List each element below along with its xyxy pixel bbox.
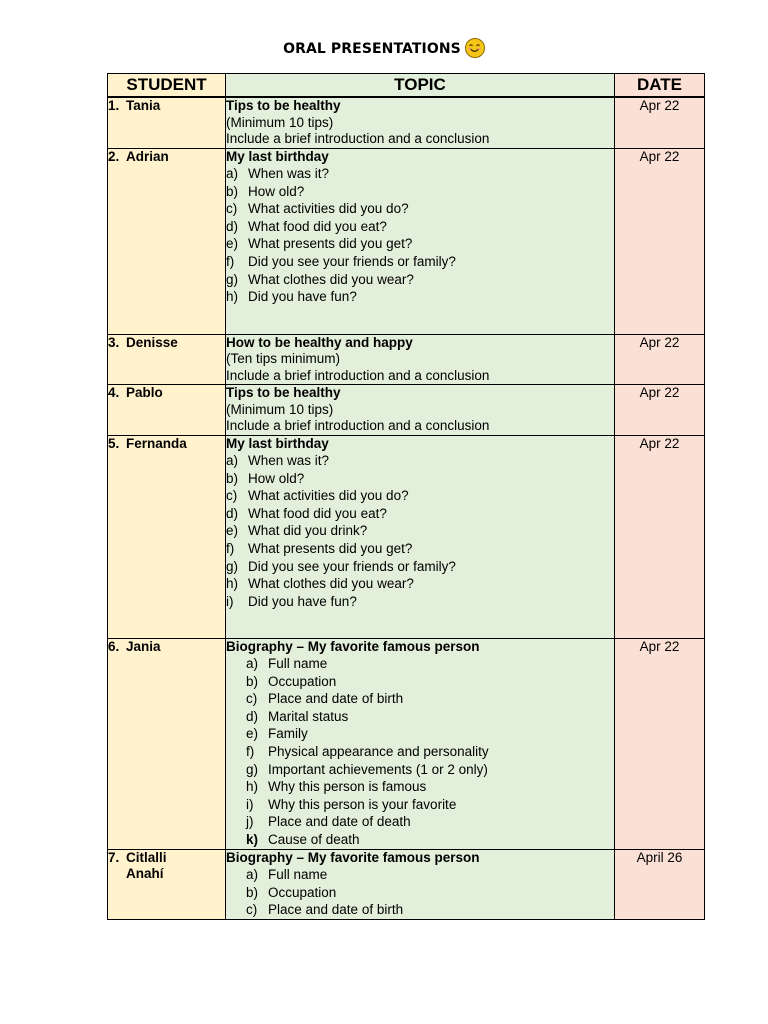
list-item (246, 796, 614, 814)
table-row (108, 638, 705, 849)
item-text: Why this person is your favorite (268, 796, 457, 812)
topic-note: Include a brief introduction and a conclusion (226, 131, 490, 146)
date-cell: Apr 22 (615, 638, 705, 849)
list-item (246, 655, 614, 673)
student-name: Adrian (126, 148, 169, 164)
list-item (246, 743, 614, 761)
topic-cell (226, 638, 615, 849)
item-text: What activities did you do? (248, 488, 409, 504)
page-title (0, 38, 768, 58)
topic-cell (226, 334, 615, 385)
list-item (226, 218, 614, 236)
list-item (226, 470, 614, 488)
list-item (226, 540, 614, 558)
item-text: Cause of death (268, 831, 360, 847)
date-cell: Apr 22 (615, 148, 705, 334)
header-row (108, 74, 705, 98)
row-number: 5. (108, 435, 120, 451)
list-item (226, 558, 614, 576)
item-text: What food did you eat? (248, 218, 387, 234)
list-item (246, 866, 614, 884)
list-item (246, 690, 614, 708)
row-number: 1. (108, 98, 120, 113)
table-row (108, 849, 705, 919)
item-marker: f) (246, 743, 255, 759)
topic-title: Biography – My favorite famous person (226, 849, 480, 865)
list-item (246, 725, 614, 743)
list-item (246, 884, 614, 902)
topic-title: My last birthday (226, 148, 329, 164)
item-marker: e) (246, 726, 259, 742)
student-name-line2: Anahí (126, 865, 164, 881)
item-marker: c) (246, 902, 258, 918)
item-marker: h) (226, 289, 239, 305)
item-text: Place and date of death (268, 814, 411, 830)
table-row (108, 148, 705, 334)
topic-note: Include a brief introduction and a conclusion (226, 367, 490, 383)
item-text: Did you have fun? (248, 289, 357, 305)
student-cell (108, 385, 226, 436)
table-row (108, 97, 705, 148)
topic-note: (Minimum 10 tips) (226, 401, 334, 417)
list-item (226, 575, 614, 593)
item-marker: d) (226, 505, 239, 521)
date-cell: Apr 22 (615, 385, 705, 436)
list-item (246, 813, 614, 831)
item-marker: a) (246, 656, 259, 671)
student-name: Citlalli (126, 849, 167, 865)
item-marker: a) (226, 453, 239, 468)
item-text: What activities did you do? (248, 201, 409, 217)
student-name: Fernanda (126, 435, 187, 451)
topic-cell (226, 385, 615, 436)
list-item (226, 593, 614, 611)
item-marker: i) (226, 593, 234, 609)
item-marker: j) (246, 814, 254, 830)
item-marker: b) (226, 470, 239, 486)
item-text: What presents did you get? (248, 540, 413, 556)
topic-cell (226, 148, 615, 334)
item-marker: e) (226, 523, 239, 539)
list-item (226, 288, 614, 306)
table-row (108, 334, 705, 385)
item-marker: a) (246, 867, 259, 883)
date-cell: Apr 22 (615, 334, 705, 385)
list-item (226, 235, 614, 253)
list-item (226, 253, 614, 271)
list-item (246, 831, 614, 849)
item-marker: e) (226, 236, 239, 252)
topic-title: Tips to be healthy (226, 385, 341, 400)
item-marker: k) (246, 831, 259, 847)
topic-note: (Minimum 10 tips) (226, 114, 334, 130)
student-column-header: STUDENT (108, 74, 226, 98)
item-text: Full name (268, 656, 328, 671)
topic-note: (Ten tips minimum) (226, 351, 341, 366)
item-marker: h) (226, 576, 239, 592)
item-text: Did you have fun? (248, 593, 357, 609)
item-text: Full name (268, 867, 328, 883)
page-title-text: ORAL PRESENTATIONS (283, 41, 461, 57)
item-marker: c) (226, 488, 238, 504)
item-marker: h) (246, 779, 259, 795)
item-text: Marital status (268, 708, 349, 724)
student-name: Pablo (126, 385, 163, 400)
list-item (226, 165, 614, 183)
student-cell (108, 638, 226, 849)
student-cell (108, 849, 226, 919)
question-list (226, 866, 614, 919)
smiling-face-icon (465, 38, 485, 58)
row-number: 6. (108, 638, 120, 654)
item-text: Family (268, 726, 308, 742)
topic-title: Biography – My favorite famous person (226, 638, 480, 654)
student-cell (108, 334, 226, 385)
item-text: Why this person is famous (268, 779, 427, 795)
topic-title: My last birthday (226, 435, 329, 451)
student-name: Jania (126, 638, 161, 654)
item-text: What did you drink? (248, 523, 368, 539)
item-marker: g) (246, 761, 259, 777)
table-row (108, 435, 705, 638)
item-text: When was it? (248, 166, 330, 181)
item-marker: g) (226, 271, 239, 287)
list-item (246, 778, 614, 796)
student-cell (108, 97, 226, 148)
item-marker: a) (226, 166, 239, 181)
topic-title: Tips to be healthy (226, 98, 341, 113)
presentations-table (107, 73, 705, 920)
item-text: Place and date of birth (268, 691, 404, 707)
student-name: Denisse (126, 334, 178, 350)
item-text: Occupation (268, 673, 337, 689)
item-text: Place and date of birth (268, 902, 404, 918)
list-item (226, 183, 614, 201)
date-cell: Apr 22 (615, 97, 705, 148)
item-marker: i) (246, 796, 254, 812)
topic-note: Include a brief introduction and a conclusion (226, 418, 490, 433)
item-marker: f) (226, 540, 235, 556)
student-cell (108, 148, 226, 334)
item-text: Occupation (268, 884, 337, 900)
item-text: What clothes did you wear? (248, 271, 414, 287)
item-marker: b) (246, 884, 259, 900)
question-list (226, 452, 614, 610)
student-name: Tania (126, 98, 161, 113)
list-item (226, 271, 614, 289)
list-item (246, 708, 614, 726)
date-cell: Apr 22 (615, 435, 705, 638)
item-text: Physical appearance and personality (268, 743, 489, 759)
list-item (246, 901, 614, 919)
list-item (226, 522, 614, 540)
list-item (226, 505, 614, 523)
item-text: What food did you eat? (248, 505, 387, 521)
topic-title: How to be healthy and happy (226, 334, 413, 350)
item-text: When was it? (248, 453, 330, 468)
date-column-header: DATE (615, 74, 705, 98)
topic-cell (226, 435, 615, 638)
question-list (226, 165, 614, 306)
item-marker: c) (246, 691, 258, 707)
item-marker: b) (246, 673, 259, 689)
item-text: What presents did you get? (248, 236, 413, 252)
list-item (226, 200, 614, 218)
item-text: Did you see your friends or family? (248, 253, 456, 269)
item-marker: c) (226, 201, 238, 217)
item-text: What clothes did you wear? (248, 576, 414, 592)
list-item (246, 761, 614, 779)
list-item (226, 452, 614, 470)
item-marker: d) (226, 218, 239, 234)
item-text: Important achievements (1 or 2 only) (268, 761, 488, 777)
item-text: Did you see your friends or family? (248, 558, 456, 574)
topic-column-header: TOPIC (226, 74, 615, 98)
row-number: 4. (108, 385, 120, 400)
topic-cell (226, 849, 615, 919)
item-text: How old? (248, 470, 305, 486)
list-item (226, 487, 614, 505)
date-cell: April 26 (615, 849, 705, 919)
row-number: 2. (108, 148, 120, 164)
topic-cell (226, 97, 615, 148)
list-item (246, 673, 614, 691)
item-marker: f) (226, 253, 235, 269)
item-marker: g) (226, 558, 239, 574)
row-number: 3. (108, 334, 120, 350)
table-row (108, 385, 705, 436)
item-marker: d) (246, 708, 259, 724)
student-cell (108, 435, 226, 638)
item-marker: b) (226, 183, 239, 199)
row-number: 7. (108, 849, 120, 865)
item-text: How old? (248, 183, 305, 199)
question-list (226, 655, 614, 849)
